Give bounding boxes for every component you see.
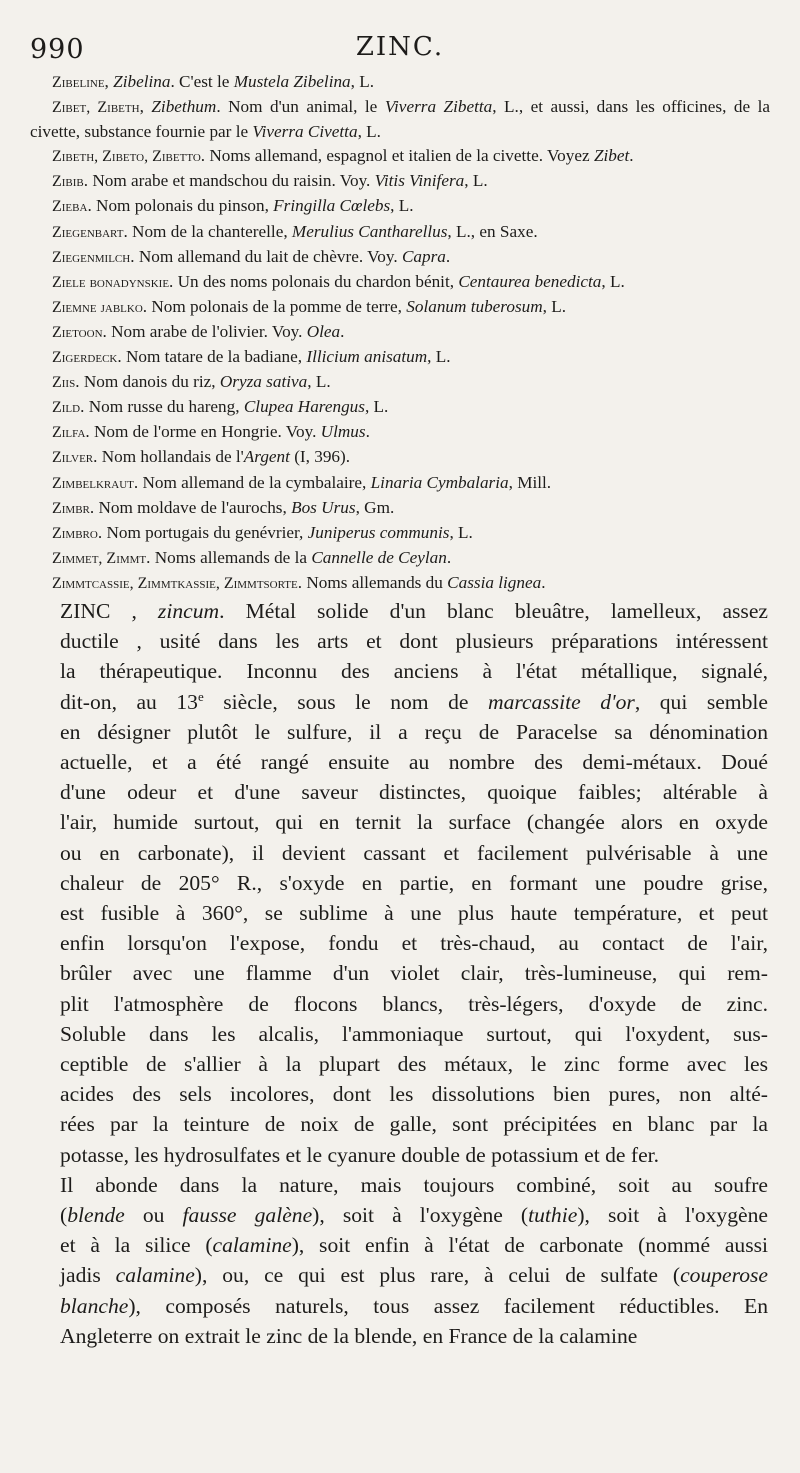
text-run: , xyxy=(104,72,114,91)
text-run: , L. xyxy=(307,372,331,392)
italic-term: Olea xyxy=(306,321,341,341)
text-run: ZINC , xyxy=(60,599,158,623)
italic-term: Mustela Zibelina xyxy=(233,72,351,91)
entry-headword: Zimbr xyxy=(52,499,90,517)
article-paragraph-1 xyxy=(32,596,768,1170)
dictionary-entry xyxy=(30,420,770,445)
text-run: . Un des noms polonais du chardon bénit, xyxy=(169,271,459,291)
entry-headword: Ziis xyxy=(52,374,76,392)
text-run: et à la silice ( xyxy=(60,1233,213,1258)
zinc-article xyxy=(32,596,768,1351)
text-line xyxy=(32,838,768,868)
text-run: . xyxy=(446,547,452,567)
dictionary-entry xyxy=(30,395,770,420)
italic-term: Vitis Vinifera xyxy=(374,171,465,191)
text-run: , L. xyxy=(542,296,567,316)
text-run: (I, 396). xyxy=(289,447,351,467)
italic-term: Clupea Harengus xyxy=(243,397,365,417)
dictionary-entry xyxy=(30,194,770,219)
text-run: siècle, sous le nom de xyxy=(203,689,488,714)
text-run: . Noms allemand, espagnol et italien de la civette. Voyez xyxy=(200,146,594,166)
text-run: . Métal solide d'un blanc bleuâtre, lamelleux, assez xyxy=(219,599,769,623)
text-run: . Nom hollandais de l' xyxy=(93,447,244,467)
text-line xyxy=(32,1321,768,1351)
dictionary-entry xyxy=(30,70,770,95)
dictionary-entry xyxy=(30,546,770,571)
text-run: ou en carbonate), il devient cassant et facilement pulvérisable à une xyxy=(60,840,768,865)
text-line xyxy=(32,1140,768,1170)
italic-term: Zibelina xyxy=(113,72,171,91)
text-line xyxy=(32,596,768,626)
dictionary-entry xyxy=(30,345,770,370)
italic-term: Viverra Civetta xyxy=(252,122,358,142)
entry-headword: Zieba xyxy=(52,198,88,216)
text-run: , L. xyxy=(449,522,473,542)
text-run: . Nom portugais du genévrier, xyxy=(97,522,308,542)
italic-term: Fringilla Cœlebs xyxy=(273,196,391,216)
text-line xyxy=(32,1200,768,1230)
text-run: . Nom polonais de la pomme de terre, xyxy=(142,296,407,316)
text-run: , L. xyxy=(390,196,414,216)
text-line xyxy=(32,898,768,928)
text-run: . Nom allemand du lait de chèvre. Voy. xyxy=(130,246,402,266)
italic-term: Zibethum xyxy=(151,97,217,117)
text-line xyxy=(32,958,768,988)
italic-term: calamine xyxy=(212,1233,292,1258)
italic-term: blanche xyxy=(60,1293,129,1318)
text-line xyxy=(32,1079,768,1109)
text-run: . C'est le xyxy=(170,72,234,91)
italic-term: Oryza sativa xyxy=(219,372,308,392)
text-run: l'air, humide surtout, qui en ternit la surface (changée alors en oxyde xyxy=(60,810,768,835)
dictionary-entry xyxy=(30,571,770,596)
entry-headword: Zimmtcassie, Zimmtkassie, Zimmtsorte xyxy=(52,574,298,592)
text-run: . Noms allemands du xyxy=(297,572,448,592)
text-run: acides des sels incolores, dont les dissolutions bien pures, non alté- xyxy=(60,1082,768,1107)
entry-headword: Zimbro xyxy=(52,524,98,542)
entry-headword: Zibeline xyxy=(52,74,105,91)
text-line xyxy=(32,1230,768,1260)
dictionary-entry xyxy=(30,370,770,395)
text-line xyxy=(32,1049,768,1079)
italic-term: Viverra Zibetta xyxy=(384,97,493,117)
text-run: . Nom arabe de l'olivier. Voy. xyxy=(102,321,307,341)
text-run: , L. xyxy=(464,171,488,191)
entry-headword: Ziegenbart xyxy=(52,223,124,241)
text-run: . Nom danois du riz, xyxy=(75,372,220,392)
text-run: la thérapeutique. Inconnu des anciens à l'état métallique, signalé, xyxy=(60,659,768,684)
italic-term: Bos Urus xyxy=(291,497,356,517)
text-run: . xyxy=(365,422,370,442)
text-run: ), soit à l'oxygène ( xyxy=(312,1203,529,1228)
text-run: . Nom d'un animal, le xyxy=(216,97,385,117)
text-run: . xyxy=(445,246,451,266)
dictionary-entry xyxy=(30,220,770,245)
text-run: en désigner plutôt le sulfure, il a reçu de Paracelse sa dénomination xyxy=(60,719,768,744)
italic-term: Linaria Cymbalaria xyxy=(370,472,509,492)
text-run: enfin lorsqu'on l'expose, fondu et très-chaud, au contact de l'air, xyxy=(60,931,768,956)
text-run: . Noms allemands de la xyxy=(146,547,312,567)
page-number: 990 xyxy=(30,34,85,65)
text-run: brûler avec une flamme d'un violet clair, très-lumineuse, qui rem- xyxy=(60,961,768,986)
italic-term: Argent xyxy=(243,447,290,467)
text-run: potasse, les hydrosulfates et le cyanure double de potassium et de fer. xyxy=(60,1142,660,1167)
text-run: dit-on, au 13 xyxy=(60,689,198,714)
text-run: . Nom arabe et mandschou du raisin. Voy. xyxy=(83,171,375,191)
text-run: . Nom allemand de la cymbalaire, xyxy=(133,472,371,492)
text-run: , L. xyxy=(357,122,381,142)
italic-term: Centaurea benedicta xyxy=(458,271,602,291)
text-run: . Nom russe du hareng, xyxy=(80,397,244,417)
text-line xyxy=(32,656,768,686)
text-run: d'une odeur et d'une saveur distinctes, quoique faibles; altérable à xyxy=(60,780,768,805)
italic-term: Ulmus xyxy=(320,422,366,442)
text-run: ( xyxy=(60,1203,68,1228)
text-line xyxy=(32,717,768,747)
text-run: , L., en Saxe. xyxy=(447,221,538,241)
text-run: , L. xyxy=(364,397,389,417)
italic-term: Solanum tuberosum xyxy=(406,296,543,316)
dictionary-entry xyxy=(30,95,770,144)
text-run: chaleur de 205° R., s'oxyde en partie, en formant une poudre grise, xyxy=(60,870,768,895)
text-run: . xyxy=(541,572,546,592)
italic-term: couperose xyxy=(680,1263,769,1288)
italic-term: Cassia lignea xyxy=(447,572,542,592)
dictionary-entry xyxy=(30,496,770,521)
text-run: est fusible à 360°, se sublime à une plus haute température, et peut xyxy=(60,901,768,926)
italic-term: blende xyxy=(67,1203,125,1228)
text-run: ), soit enfin à l'état de carbonate (nommé aussi xyxy=(291,1233,769,1258)
text-line xyxy=(32,928,768,958)
text-run: ductile , usité dans les arts et dont plusieurs préparations intéressent xyxy=(60,629,768,654)
dictionary-entry xyxy=(30,521,770,546)
dictionary-entry xyxy=(30,144,770,169)
text-run: , xyxy=(139,97,152,117)
text-run: ou xyxy=(124,1203,183,1228)
dictionary-entry xyxy=(30,320,770,345)
italic-term: Juniperus communis xyxy=(307,522,450,542)
text-run: ), ou, ce qui est plus rare, à celui de sulfate ( xyxy=(194,1263,681,1288)
dictionary-entry xyxy=(30,295,770,320)
text-run: ), composés naturels, tous assez facilement réductibles. En xyxy=(128,1293,768,1318)
text-run: , L. xyxy=(350,72,375,91)
italic-term: Cannelle de Ceylan xyxy=(311,547,447,567)
entry-headword: Ziegenmilch xyxy=(52,248,131,266)
text-line xyxy=(32,989,768,1019)
text-run: jadis xyxy=(60,1263,116,1288)
italic-term: Capra xyxy=(401,246,446,266)
text-line xyxy=(32,807,768,837)
text-run: ), soit à l'oxygène xyxy=(577,1203,768,1228)
entry-headword: Zilfa xyxy=(52,424,86,442)
italic-term: marcassite d'or xyxy=(487,689,635,714)
italic-term: Zibet xyxy=(593,146,630,166)
dictionary-entry xyxy=(30,169,770,194)
text-run: Il abonde dans la nature, mais toujours combiné, soit au soufre xyxy=(60,1172,768,1197)
italic-term: calamine xyxy=(115,1263,195,1288)
running-title: ZINC. xyxy=(355,32,445,62)
text-run: , qui semble xyxy=(634,689,768,714)
text-run: Soluble dans les alcalis, l'ammoniaque surtout, qui l'oxydent, sus- xyxy=(60,1021,768,1046)
dictionary-entries xyxy=(30,70,770,596)
dictionary-entry xyxy=(30,270,770,295)
text-line xyxy=(32,626,768,656)
text-line xyxy=(32,1170,768,1200)
entry-headword: Ziemne jablko xyxy=(52,298,143,316)
entry-headword: Zild xyxy=(52,399,81,417)
text-run: , L., et aussi, dans les officines, de la civette, substance fournie par le xyxy=(30,97,770,142)
text-line xyxy=(32,1109,768,1139)
text-line xyxy=(32,1260,768,1290)
text-run: . Nom de la chanterelle, xyxy=(123,221,292,241)
dictionary-entry xyxy=(30,245,770,270)
entry-headword: Zibib xyxy=(52,173,84,191)
text-run: plit l'atmosphère de flocons blancs, très-légers, d'oxyde de zinc. xyxy=(60,991,768,1016)
text-line xyxy=(32,1291,768,1321)
text-run: , Gm. xyxy=(355,497,395,517)
text-line xyxy=(32,747,768,777)
text-line xyxy=(32,687,768,717)
text-line xyxy=(32,868,768,898)
text-line xyxy=(32,1019,768,1049)
text-run: rées par la teinture de noix de galle, sont précipitées en blanc par la xyxy=(60,1112,768,1137)
text-run: . Nom de l'orme en Hongrie. Voy. xyxy=(85,422,321,442)
entry-headword: Zimmet, Zimmt xyxy=(52,549,147,567)
italic-term: Merulius Cantharellus xyxy=(291,221,448,241)
text-run: Angleterre on extrait le zinc de la blende, en France de la calamine xyxy=(60,1323,638,1348)
italic-term: tuthie xyxy=(528,1203,578,1228)
italic-term: zincum xyxy=(157,599,220,623)
text-run: . Nom tatare de la badiane, xyxy=(117,347,307,367)
italic-term: Illicium anisatum xyxy=(306,347,428,367)
text-run: , L. xyxy=(427,347,451,367)
entry-headword: Zilver xyxy=(52,449,94,467)
entry-headword: Zibet, Zibeth xyxy=(52,99,140,117)
entry-headword: Zimbelkraut xyxy=(52,474,134,492)
entry-headword: Ziele bonadynskie xyxy=(52,273,170,291)
superscript: e xyxy=(197,688,204,704)
text-run: . Nom moldave de l'aurochs, xyxy=(89,497,292,517)
dictionary-entry xyxy=(30,471,770,496)
text-line xyxy=(32,777,768,807)
text-run: ceptible de s'allier à la plupart des métaux, le zinc forme avec les xyxy=(60,1052,768,1077)
text-run: . xyxy=(629,146,634,166)
text-run: . xyxy=(340,321,345,341)
dictionary-entry xyxy=(30,445,770,470)
text-run: . Nom polonais du pinson, xyxy=(87,196,274,216)
entry-headword: Zibeth, Zibeto, Zibetto xyxy=(52,148,201,166)
text-run: , Mill. xyxy=(508,472,552,492)
entry-headword: Zigerdeck xyxy=(52,349,118,367)
entry-headword: Zietoon xyxy=(52,323,103,341)
article-paragraph-2 xyxy=(32,1170,768,1351)
text-run: actuelle, et a été rangé ensuite au nombre des demi-métaux. Doué xyxy=(60,750,768,775)
italic-term: fausse galène xyxy=(182,1203,313,1228)
running-head xyxy=(30,28,770,64)
text-run: , L. xyxy=(601,271,625,291)
